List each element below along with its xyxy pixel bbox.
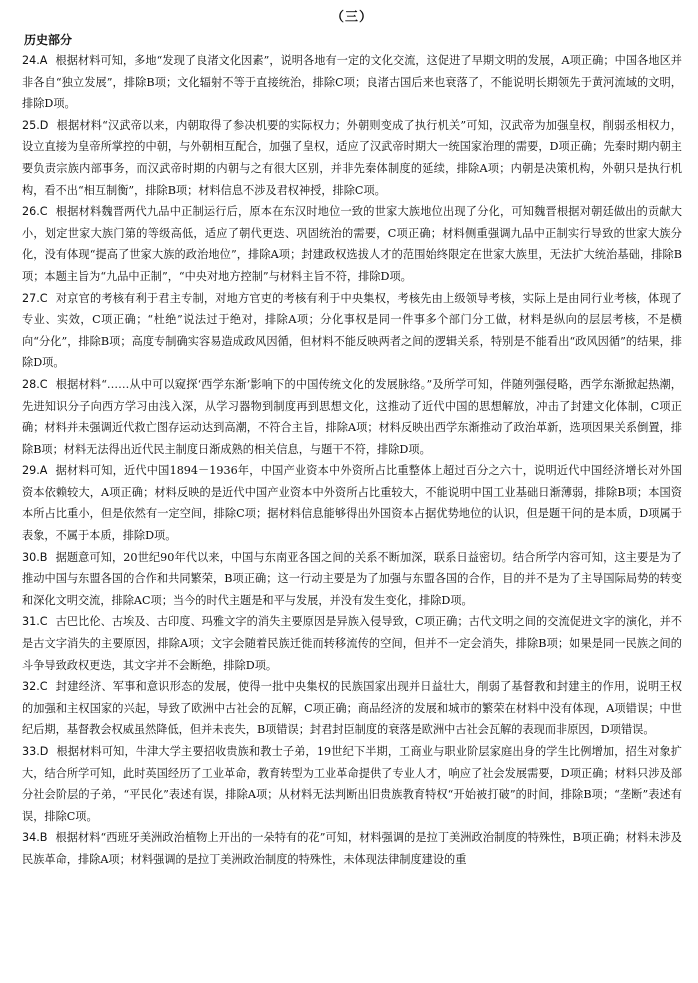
- explanation-text: 古巴比伦、古埃及、古印度、玛雅文字的消失主要原因是异族入侵导致，C项正确；古代文明之间的交流促进文字的演化，并不是古文字消失的主要原因，排除A项；文字会随着民族迁徙而转移流传的空间，但并不一定会消失，排除B项；如果是同一民族之间的斗争导致政权更迭，其文字并不会断绝，排除D项。: [22, 615, 682, 672]
- answer-choice: B: [39, 550, 48, 564]
- explanation-text: 根据材料“西班牙美洲政治植物上开出的一朵特有的花”可知，材料强调的是拉丁美洲政治制度的特殊性，B项正确；材料未涉及民族革命，排除A项；材料强调的是拉丁美洲政治制度的特殊性，未体现法律制度建设的重: [22, 831, 682, 866]
- question-number: 34.: [22, 831, 40, 845]
- explanation-text: 据材料可知，近代中国1894－1936年，中国产业资本中外资所占比重整体上超过百分之六十，说明近代中国经济增长对外国资本依赖较大，A项正确；材料反映的是近代中国产业资本中外资所占比重较大，不能说明中国工业基础日渐薄弱，排除B项；本国资本所占比重小，但是依然有一定空间，排除C项；据材料信息能够得出外国资本占据优势地位的认识，但是题干问的是本质，D项属于表象，不属于本质，排除D项。: [22, 464, 682, 543]
- explanation-text: 根据材料可知，牛津大学主要招收贵族和教士子弟，19世纪下半期，工商业与职业阶层家庭出身的学生比例增加，招生对象扩大，结合所学可知，此时英国经历了工业革命，教育转型为工业革命提供了专业人才，响应了社会发展需要，D项正确；材料只涉及部分社会阶层的子弟，“平民化”表述有误，排除A项；从材料无法判断出旧贵族教育特权“开始被打破”的时间，排除B项；“垄断”表述有误，排除C项。: [22, 745, 682, 823]
- answer-item: [22, 288, 682, 374]
- answer-item: [22, 50, 682, 115]
- question-number: 32.: [22, 680, 40, 694]
- question-number: 27.: [22, 291, 40, 305]
- answer-item: [22, 827, 682, 870]
- section-title: 历史部分: [24, 33, 73, 47]
- question-number: 31.: [22, 615, 40, 629]
- question-number: 33.: [22, 745, 40, 758]
- explanation-text: 对京官的考核有利于君主专制，对地方官吏的考核有利于中央集权，考核先由上级领导考核，实际上是由同行业考核，体现了专业、实效，C项正确；“杜绝”说法过于绝对，排除A项；分化事权是同一件事多个部门分工做，材料是纵向的层层考核，不是横向“分化”，排除B项；高度专制确实容易造成政风因循，但材料不能反映两者之间的逻辑关系，特别是不能看出“政风因循”的结果，排除D项。: [22, 291, 682, 370]
- answer-item: [22, 460, 682, 546]
- explanation-text: 据题意可知，20世纪90年代以来，中国与东南亚各国之间的关系不断加深，联系日益密切。结合所学内容可知，这主要是为了推动中国与东盟各国的合作和共同繁荣，B项正确；这一行动主要是为了加强与东盟各国的合作，目的并不是为了主导国际局势的转变和深化文明交流，排除AC项；当今的时代主题是和平与发展，并没有发生变化，排除D项。: [22, 550, 682, 607]
- answer-choice: A: [39, 464, 48, 478]
- answer-choice: C: [39, 205, 48, 219]
- page-title: （三）: [330, 10, 373, 25]
- answer-choice: A: [39, 54, 48, 67]
- answer-item: [22, 547, 682, 612]
- question-number: 26.: [22, 205, 40, 219]
- answer-choice: C: [39, 377, 48, 391]
- answer-choice: C: [39, 615, 48, 629]
- answer-item: [22, 374, 682, 460]
- question-number: 25.: [22, 118, 40, 132]
- answer-choice: D: [39, 745, 49, 758]
- question-number: 24.: [22, 54, 40, 67]
- answer-item: [22, 201, 682, 287]
- question-number: 29.: [22, 464, 40, 478]
- explanation-text: 根据材料可知，多地“发现了良渚文化因素”，说明各地有一定的文化交流，这促进了早期文明的发展，A项正确；中国各地区并非各自“独立发展”，排除B项；文化辐射不等于直接统治，排除C项；良渚古国后来也衰落了，不能说明长期领先于黄河流域的文明，排除D项。: [22, 54, 682, 111]
- answer-choice: D: [39, 118, 49, 132]
- answer-list: [22, 50, 682, 871]
- answer-item: [22, 676, 682, 741]
- explanation-text: 根据材料“汉武帝以来，内朝取得了参决机要的实际权力；外朝则变成了执行机关”可知，汉武帝为加强皇权，削弱丞相权力，设立直接为皇帝所掌控的中朝，与外朝相互配合，加强了皇权，适应了汉武帝时期大一统国家治理的需要，D项正确；先秦时期内朝主要负责宗族内部事务，而汉武帝时期的内朝与之有很大区别，并非先秦体制度的延续，排除A项；内朝是决策机构，外朝只是执行机构，看不出“相互制衡”，排除B项；材料信息不涉及君权神授，排除C项。: [22, 118, 682, 197]
- answer-item: [22, 611, 682, 676]
- answer-choice: C: [39, 291, 48, 305]
- answer-item: [22, 741, 682, 827]
- answer-choice: C: [39, 680, 48, 694]
- explanation-text: 封建经济、军事和意识形态的发展，使得一批中央集权的民族国家出现并日益壮大，削弱了基督教和封建主的作用，说明王权的加强和主权国家的兴起，导致了欧洲中古社会的瓦解，C项正确；商品经济的发展和城市的繁荣在材料中没有体现，A项错误；中世纪后期，基督教会权威虽然降低，但并未丧失，B项错误；封君封臣制度的衰落是欧洲中古社会瓦解的表现而非原因，D项错误。: [22, 680, 682, 737]
- question-number: 28.: [22, 377, 40, 391]
- explanation-text: 根据材料魏晋两代九品中正制运行后，原本在东汉时地位一致的世家大族地位出现了分化，可知魏晋根据对朝廷做出的贡献大小，划定世家大族门第的等级高低，适应了朝代更迭、巩固统治的需要，C项正确；材料侧重强调九品中正制实行导致的世家大族分化，没有体现“提高了世家大族的政治地位”，排除A项；封建政权选拔人才的范围始终限定在世家大族里，无法扩大统治基础，排除B项；本题主旨为“九品中正制”，“中央对地方控制”与材料主旨不符，排除D项。: [22, 205, 682, 283]
- answer-item: [22, 115, 682, 201]
- explanation-text: 根据材料“……从中可以窥探‘西学东渐’影响下的中国传统文化的发展脉络。”及所学可知，伴随列强侵略，西学东渐掀起热潮，先进知识分子向西方学习由浅入深，从学习器物到制度再到思想文化，这推动了近代中国的思想解放，冲击了封建文化体制，C项正确；材料并未强调近代救亡图存运动达到高潮，不符合主旨，排除A项；材料反映出西学东渐推动了政治革新，选项因果关系倒置，排除B项；材料无法得出近代民主制度日渐成熟的相关信息，与题干不符，排除D项。: [22, 377, 682, 456]
- question-number: 30.: [22, 550, 40, 564]
- answer-choice: B: [39, 831, 48, 845]
